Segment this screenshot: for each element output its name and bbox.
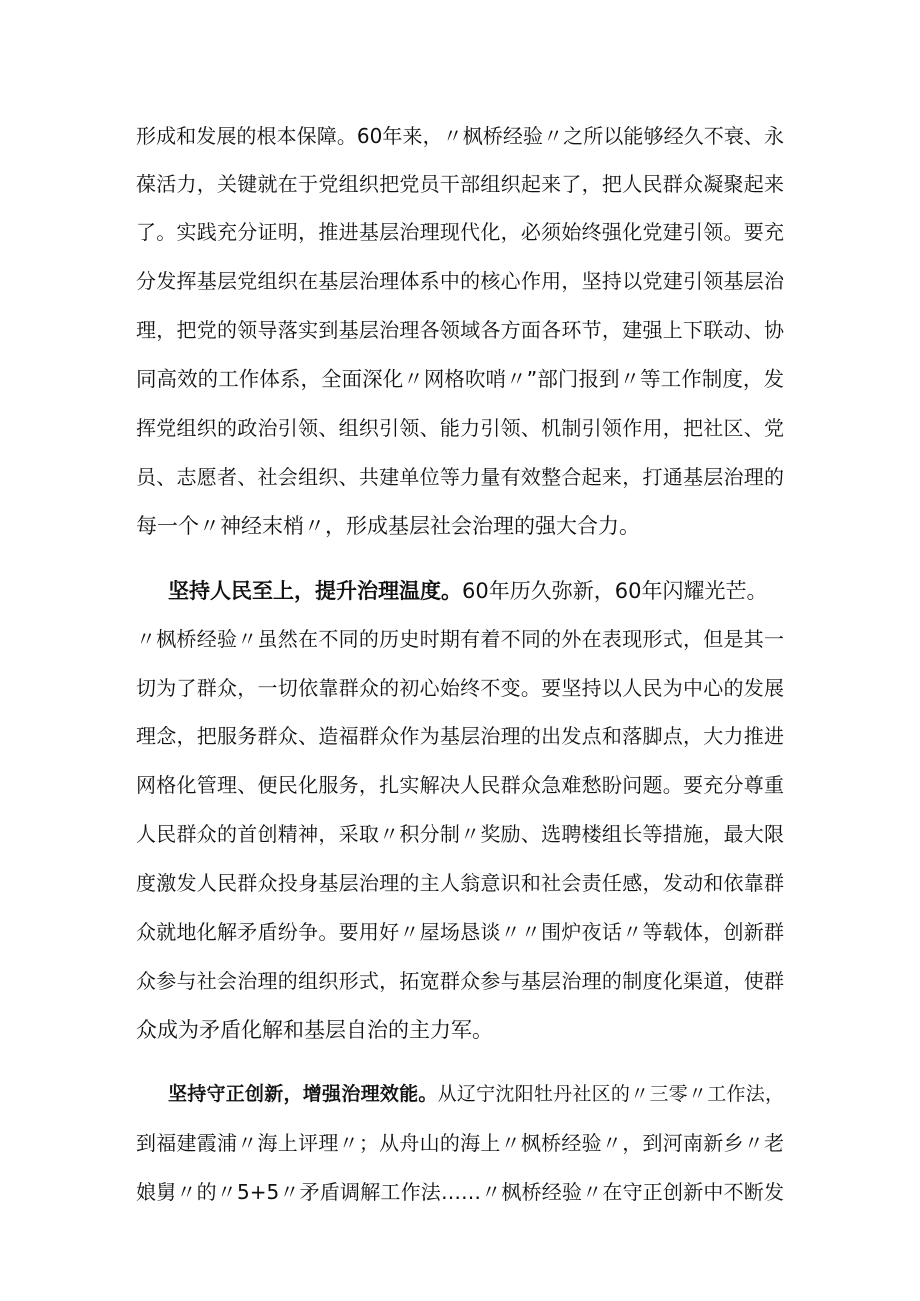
paragraph-1-line-7: 挥党组织的政治引领、组织引领、能力引领、机制引领作用，把社区、党 <box>136 416 784 440</box>
paragraph-1-line-9: 每一个〃神经末梢〃，形成基层社会治理的强大合力。 <box>136 514 640 538</box>
paragraph-2-line-9: 众参与社会治理的组织形式，拓宽群众参与基层治理的制度化渠道，使群 <box>136 969 784 993</box>
paragraph-2-line-8: 众就地化解矛盾纷争。要用好〃屋场恳谈〃〃围炉夜话〃等载体，创新群 <box>136 920 784 944</box>
paragraph-1-line-8: 员、志愿者、社会组织、共建单位等力量有效整合起来，打通基层治理的 <box>136 465 784 489</box>
paragraph-2-line-7: 度激发人民群众投身基层治理的主人翁意识和社会责任感，发动和依靠群 <box>136 871 784 895</box>
paragraph-2-line-6: 人民群众的首创精神，采取〃积分制〃奖励、选聘楼组长等措施，最大限 <box>136 822 784 846</box>
paragraph-1-line-6: 同高效的工作体系，全面深化〃网格吹哨〃”部门报到〃等工作制度，发 <box>136 367 784 391</box>
paragraph-1-line-2: 葆活力，关键就在于党组织把党员干部组织起来了，把人民群众凝聚起来 <box>136 172 784 196</box>
paragraph-1-line-4: 分发挥基层党组织在基层治理体系中的核心作用，坚持以党建引领基层治 <box>136 269 784 293</box>
paragraph-2-line-5: 网格化管理、便民化服务，扎实解决人民群众急难愁盼问题。要充分尊重 <box>136 773 784 797</box>
paragraph-2-first-line <box>168 566 784 616</box>
paragraph-3-first-line-text: 从辽宁沈阳牡丹社区的〃三零〃工作法， <box>437 1083 784 1105</box>
paragraph-1-line-5: 理，把党的领导落实到基层治理各领域各方面各环节，建强上下联动、协 <box>136 318 784 342</box>
paragraph-2-line-4: 理念，把服务群众、造福群众作为基层治理的出发点和落脚点，大力推进 <box>136 724 784 748</box>
paragraph-3-first-line <box>168 1069 784 1119</box>
paragraph-2-line-2: 〃枫桥经验〃虽然在不同的历史时期有着不同的外在表现形式，但是其一 <box>136 627 784 651</box>
paragraph-3-line-2: 到福建霞浦〃海上评理〃；从舟山的海上〃枫桥经验〃，到河南新乡〃老 <box>136 1131 784 1155</box>
paragraph-2-line-3: 切为了群众，一切依靠群众的初心始终不变。要坚持以人民为中心的发展 <box>136 676 784 700</box>
paragraph-1-line-3: 了。实践充分证明，推进基层治理现代化，必须始终强化党建引领。要充 <box>136 220 784 244</box>
paragraph-2-heading: 坚持人民至上，提升治理温度。 <box>168 579 462 603</box>
paragraph-2-line-10: 众成为矛盾化解和基层自治的主力军。 <box>136 1018 493 1042</box>
paragraph-3-heading: 坚持守正创新，增强治理效能。 <box>168 1083 438 1105</box>
paragraph-2-first-line-text: 60年历久弥新，60年闪耀光芒。 <box>462 579 768 603</box>
paragraph-1-line-1: 形成和发展的根本保障。60年来，〃枫桥经验〃之所以能够经久不衰、永 <box>136 124 784 148</box>
paragraph-3-line-3: 娘舅〃的〃5+5〃矛盾调解工作法……〃枫桥经验〃在守正创新中不断发 <box>136 1180 784 1204</box>
